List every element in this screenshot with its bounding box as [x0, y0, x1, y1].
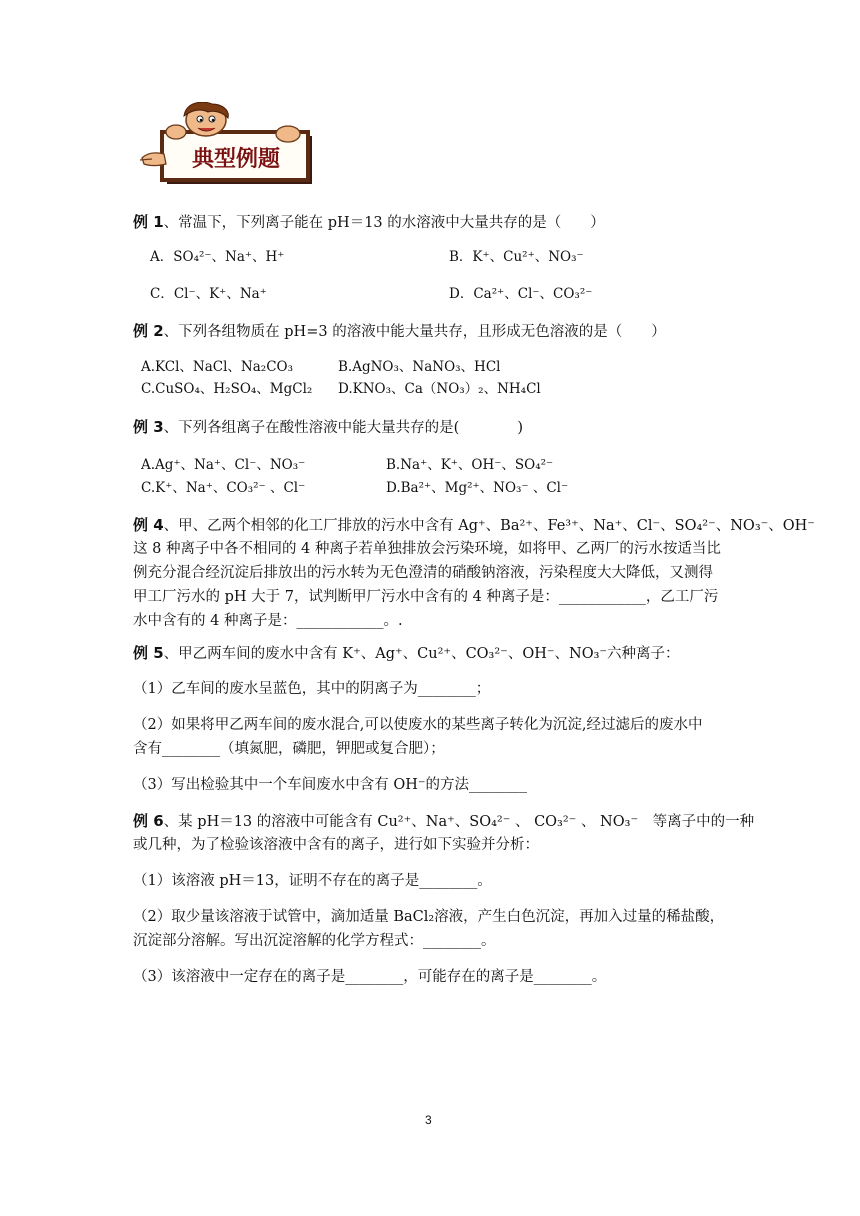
question-4-line-2: 这 8 种离子中各不相同的 4 种离子若单独排放会污染环境，如将甲、乙两厂的污水按适当比 — [133, 541, 721, 557]
question-4-line-4: 甲工厂污水的 pH 大于 7，试判断甲厂污水中含有的 4 种离子是：____________，乙工厂污 — [133, 589, 719, 605]
question-3-option-c: C.K⁺、Na⁺、CO₃²⁻ 、Cl⁻ — [141, 480, 306, 496]
question-5-part-2-cont: 含有________（填氮肥，磷肥，钾肥或复合肥）； — [133, 741, 445, 757]
question-4-number: 例 4 — [133, 516, 164, 534]
question-1-option-c: C．Cl⁻、K⁺、Na⁺ — [150, 286, 267, 302]
cartoon-boy-icon — [140, 102, 312, 186]
question-1-option-b: B．K⁺、Cu²⁺、NO₃⁻ — [449, 249, 584, 265]
question-2-text: 、下列各组物质在 pH=3 的溶液中能大量共存，且形成无色溶液的是（ ） — [163, 324, 666, 340]
question-2-number: 例 2 — [133, 322, 164, 340]
question-2-option-c: C.CuSO₄、H₂SO₄、MgCl₂ — [141, 381, 313, 397]
question-3-number: 例 3 — [133, 418, 164, 436]
question-3-stem — [133, 417, 523, 438]
question-6-part-2: （2）取少量该溶液于试管中，滴加适量 BaCl₂溶液，产生白色沉淀，再加入过量的稀盐酸， — [133, 909, 725, 925]
banner-title: 典型例题 — [191, 147, 281, 172]
page-number: 3 — [425, 1113, 432, 1127]
question-4-line-5: 水中含有的 4 种离子是：____________。. — [133, 613, 403, 629]
question-6-part-2-cont: 沉淀部分溶解。写出沉淀溶解的化学方程式：________。 — [133, 933, 496, 949]
question-5-part-1: （1）乙车间的废水呈蓝色，其中的阴离子为________； — [133, 681, 491, 697]
question-2-stem — [133, 321, 666, 342]
question-5-text: 、甲乙两车间的废水中含有 K⁺、Ag⁺、Cu²⁺、CO₃²⁻、OH⁻、NO₃⁻六种离子： — [163, 646, 680, 662]
question-6-part-3: （3）该溶液中一定存在的离子是________，可能存在的离子是________。 — [133, 969, 607, 985]
question-1-option-d: D．Ca²⁺、Cl⁻、CO₃²⁻ — [449, 286, 593, 302]
question-3-option-d: D.Ba²⁺、Mg²⁺、NO₃⁻ 、Cl⁻ — [386, 480, 569, 496]
question-5-part-3: （3）写出检验其中一个车间废水中含有 OH⁻的方法________ — [133, 777, 528, 793]
question-3-option-b: B.Na⁺、K⁺、OH⁻、SO₄²⁻ — [386, 457, 554, 473]
question-1-number: 例 1 — [133, 213, 164, 231]
question-2-option-b: B.AgNO₃、NaNO₃、HCl — [338, 359, 501, 375]
question-1-option-a: A．SO₄²⁻、Na⁺、H⁺ — [150, 249, 285, 265]
question-1-text: 、常温下，下列离子能在 pH＝13 的水溶液中大量共存的是（ ） — [163, 215, 605, 231]
question-6-text-1: 、某 pH＝13 的溶液中可能含有 Cu²⁺、Na⁺、SO₄²⁻ 、 CO₃²⁻ 、 NO₃⁻ 等离子中的一种 — [163, 814, 755, 830]
question-5-stem — [133, 643, 680, 664]
question-3-text: 、下列各组离子在酸性溶液中能大量共存的是( ) — [163, 420, 523, 436]
question-6-number: 例 6 — [133, 812, 164, 830]
question-2-option-d: D.KNO₃、Ca（NO₃）₂、NH₄Cl — [338, 381, 541, 397]
question-3-option-a: A.Ag⁺、Na⁺、Cl⁻、NO₃⁻ — [141, 457, 306, 473]
example-banner — [140, 102, 312, 186]
question-5-number: 例 5 — [133, 644, 164, 662]
question-1-stem — [133, 212, 605, 233]
question-2-option-a: A.KCl、NaCl、Na₂CO₃ — [141, 359, 294, 375]
question-6-part-1: （1）该溶液 pH＝13，证明不存在的离子是________。 — [133, 873, 492, 889]
question-6-line-1 — [133, 811, 754, 832]
question-4-text-1: 、甲、乙两个相邻的化工厂排放的污水中含有 Ag⁺、Ba²⁺、Fe³⁺、Na⁺、Cl⁻、SO₄²⁻、NO₃⁻、OH⁻ — [163, 518, 815, 534]
question-4-line-3: 例充分混合经沉淀后排放出的污水转为无色澄清的硝酸钠溶液，污染程度大大降低，又测得 — [133, 565, 713, 581]
question-6-line-2: 或几种，为了检验该溶液中含有的离子，进行如下实验并分析： — [133, 837, 539, 853]
question-5-part-2: （2）如果将甲乙两车间的废水混合,可以使废水的某些离子转化为沉淀,经过滤后的废水中 — [133, 717, 703, 733]
question-4-line-1 — [133, 515, 815, 536]
